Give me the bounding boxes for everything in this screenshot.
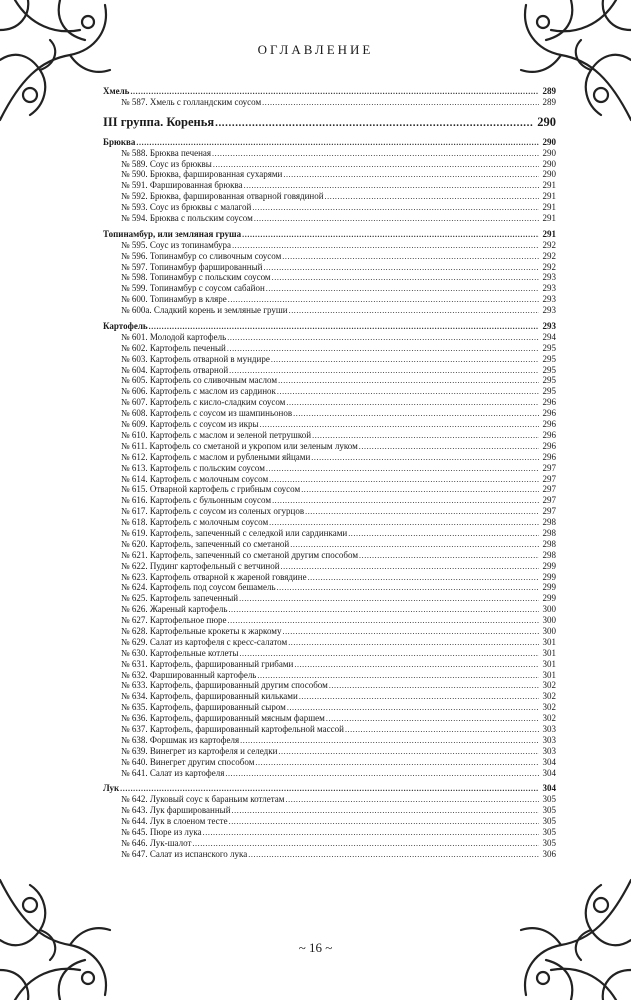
toc-entry[interactable] <box>103 713 556 724</box>
toc-entry-title: № 639. Винегрет из картофеля и селедки <box>121 745 278 756</box>
toc-entry-page: 299 <box>542 560 556 571</box>
toc-section-heading[interactable] <box>103 137 556 148</box>
toc-entry-title: № 624. Картофель под соусом бешамель <box>121 582 276 593</box>
toc-entry[interactable] <box>103 648 556 659</box>
toc-entry[interactable] <box>103 816 556 827</box>
toc-entry[interactable] <box>103 572 556 583</box>
toc-entry-page: 292 <box>542 239 556 250</box>
toc-entry-page: 295 <box>542 353 556 364</box>
toc-entry-page: 302 <box>542 713 556 724</box>
dot-leader <box>289 305 539 317</box>
toc-entry[interactable] <box>103 626 556 637</box>
toc-entry-page: 304 <box>542 756 556 767</box>
toc-entry-title: № 600а. Сладкий корень и земляные груши <box>121 305 288 316</box>
toc-entry[interactable] <box>103 262 556 273</box>
toc-entry-title: № 647. Салат из испанского лука <box>121 848 248 859</box>
toc-entry-page: 297 <box>542 495 556 506</box>
toc-entry[interactable] <box>103 191 556 202</box>
toc-section-heading[interactable] <box>103 783 556 794</box>
toc-entry-page: 291 <box>542 180 556 191</box>
toc-entry[interactable] <box>103 463 556 474</box>
toc-entry-title: № 610. Картофель с маслом и зеленой петрушкой <box>121 429 312 440</box>
toc-entry-page: 301 <box>542 647 556 658</box>
toc-entry-page: 295 <box>542 386 556 397</box>
toc-entry-title: № 621. Картофель, запеченный со сметаной другим способом <box>121 549 359 560</box>
toc-entry-title: № 631. Картофель, фаршированный грибами <box>121 658 294 669</box>
toc-entry-page: 293 <box>542 305 556 316</box>
toc-entry-page: 293 <box>542 294 556 305</box>
toc-entry-title: № 627. Картофельное пюре <box>121 615 227 626</box>
toc-entry-title: № 642. Луковый соус к бараньим котлетам <box>121 794 285 805</box>
toc-entry-page: 296 <box>542 429 556 440</box>
toc-entry[interactable] <box>103 354 556 365</box>
toc-entry-title: № 592. Брюква, фаршированная отварной говядиной <box>121 191 324 202</box>
dot-leader <box>262 97 539 109</box>
toc-entry-title: № 617. Картофель с соусом из соленых огурцов <box>121 506 305 517</box>
toc-entry[interactable] <box>103 582 556 593</box>
toc-entry-page: 293 <box>542 283 556 294</box>
toc-entry-title: № 598. Топинамбур с польским соусом <box>121 272 271 283</box>
toc-entry[interactable] <box>103 343 556 354</box>
corner-ornament-bottom-left <box>0 860 140 1000</box>
toc-entry-page: 289 <box>542 96 556 107</box>
toc-entry-title: № 644. Лук в слоеном тесте <box>121 816 228 827</box>
toc-entry-page: 303 <box>542 745 556 756</box>
toc-entry[interactable] <box>103 550 556 561</box>
toc-entry[interactable] <box>103 528 556 539</box>
toc-entry-title: № 590. Брюква, фаршированная сухарями <box>121 169 283 180</box>
toc-entry-title: № 619. Картофель, запеченный с селедкой или сардинками <box>121 527 348 538</box>
toc-entry-title: № 594. Брюква с польским соусом <box>121 213 253 224</box>
toc-entry-title: № 625. Картофель запеченный <box>121 593 239 604</box>
toc-entry[interactable] <box>103 827 556 838</box>
table-of-contents <box>103 86 556 860</box>
toc-entry[interactable] <box>103 794 556 805</box>
toc-entry-title: № 600. Топинамбур в кляре <box>121 294 227 305</box>
toc-entry-title: № 606. Картофель с маслом из сардинок <box>121 386 276 397</box>
toc-entry-page: 300 <box>542 604 556 615</box>
toc-entry-page: 305 <box>542 837 556 848</box>
toc-entry-title: № 637. Картофель, фаршированный картофельной массой <box>121 723 344 734</box>
toc-group-heading[interactable] <box>103 112 556 132</box>
toc-entry-title: № 587. Хмель с голландским соусом <box>121 96 262 107</box>
toc-entry[interactable] <box>103 670 556 681</box>
toc-entry-page: 301 <box>542 636 556 647</box>
toc-entry[interactable] <box>103 680 556 691</box>
corner-ornament-bottom-right <box>491 860 631 1000</box>
toc-entry-page: 298 <box>542 538 556 549</box>
toc-entry-page: 293 <box>542 272 556 283</box>
toc-entry-page: 297 <box>542 506 556 517</box>
toc-entry-title: № 615. Отварной картофель с грибным соусом <box>121 484 301 495</box>
toc-entry-page: 304 <box>542 767 556 778</box>
toc-entry[interactable] <box>103 637 556 648</box>
toc-entry[interactable] <box>103 240 556 251</box>
toc-entry-page: 290 <box>537 114 556 129</box>
toc-entry[interactable] <box>103 593 556 604</box>
toc-entry-title: № 645. Пюре из лука <box>121 827 202 837</box>
toc-entry-page: 296 <box>542 408 556 419</box>
toc-entry-page: 302 <box>542 691 556 702</box>
toc-entry-page: 305 <box>542 816 556 827</box>
toc-entry-page: 298 <box>542 517 556 528</box>
toc-entry-page: 291 <box>542 191 556 202</box>
toc-entry-title: № 607. Картофель с кисло-сладким соусом <box>121 397 286 408</box>
toc-entry-title: № 628. Картофельные крокеты к жаркому <box>121 625 282 636</box>
toc-entry[interactable] <box>103 805 556 816</box>
page-number: ~ 16 ~ <box>298 940 333 955</box>
toc-entry-page: 299 <box>542 582 556 593</box>
toc-entry-title: № 634. Картофель, фаршированный кильками <box>121 691 298 702</box>
toc-entry-page: 290 <box>542 158 556 169</box>
toc-entry-page: 293 <box>542 321 556 332</box>
toc-entry[interactable] <box>103 452 556 463</box>
toc-entry[interactable] <box>103 180 556 191</box>
toc-entry[interactable] <box>103 419 556 430</box>
toc-entry-page: 294 <box>542 331 556 342</box>
page-title: ОГЛАВЛЕНИЕ <box>257 42 374 57</box>
toc-entry-title: III группа. Коренья <box>103 114 215 129</box>
toc-entry-page: 291 <box>542 213 556 224</box>
toc-entry[interactable] <box>103 397 556 408</box>
toc-entry-page: 290 <box>542 169 556 180</box>
toc-entry-title: № 591. Фаршированная брюква <box>121 180 243 191</box>
toc-entry-page: 299 <box>542 593 556 604</box>
toc-entry-title: Хмель <box>103 86 130 96</box>
toc-entry[interactable] <box>103 838 556 849</box>
toc-entry-page: 297 <box>542 462 556 473</box>
toc-entry-title: № 601. Молодой картофель <box>121 331 227 342</box>
toc-entry-title: № 646. Лук-шалот <box>121 837 192 848</box>
toc-entry[interactable] <box>103 294 556 305</box>
toc-entry-page: 302 <box>542 680 556 691</box>
toc-entry-title: № 613. Картофель с польским соусом <box>121 462 265 473</box>
toc-entry-page: 291 <box>542 202 556 213</box>
toc-entry[interactable] <box>103 305 556 316</box>
toc-entry[interactable] <box>103 169 556 180</box>
toc-entry[interactable] <box>103 386 556 397</box>
toc-entry-title: № 632. Фаршированный картофель <box>121 669 257 680</box>
toc-entry-title: № 604. Картофель отварной <box>121 364 229 375</box>
toc-entry-title: № 612. Картофель с маслом и рублеными яйцами <box>121 451 311 462</box>
dot-leader <box>254 213 539 225</box>
toc-entry[interactable] <box>103 517 556 528</box>
toc-entry-page: 302 <box>542 702 556 713</box>
toc-entry[interactable] <box>103 202 556 213</box>
toc-entry-page: 300 <box>542 615 556 626</box>
toc-entry-title: № 588. Брюква печеная <box>121 147 212 158</box>
toc-entry-page: 297 <box>542 484 556 495</box>
toc-entry-page: 301 <box>542 658 556 669</box>
toc-entry-page: 305 <box>542 794 556 805</box>
toc-section-heading[interactable] <box>103 86 556 97</box>
toc-entry-page: 298 <box>542 527 556 538</box>
toc-entry-title: № 636. Картофель, фаршированный мясным фаршем <box>121 713 325 724</box>
toc-section-heading[interactable] <box>103 229 556 240</box>
toc-entry-title: № 605. Картофель со сливочным маслом <box>121 375 278 386</box>
toc-entry-title: № 629. Салат из картофеля с кресс-салатом <box>121 636 288 647</box>
toc-entry-title: № 596. Топинамбур со сливочным соусом <box>121 250 282 261</box>
toc-entry-title: № 611. Картофель со сметаной и укропом или зеленым луком <box>121 440 358 451</box>
toc-entry-page: 296 <box>542 419 556 430</box>
toc-entry-page: 296 <box>542 397 556 408</box>
toc-entry[interactable] <box>103 849 556 860</box>
floral-ornament-icon <box>491 860 631 1000</box>
toc-entry-title: № 589. Соус из брюквы <box>121 158 212 169</box>
toc-entry-title: № 630. Картофельные котлеты <box>121 647 239 658</box>
toc-entry[interactable] <box>103 495 556 506</box>
toc-entry-title: № 618. Картофель с молочным соусом <box>121 517 269 528</box>
toc-entry-title: Брюква <box>103 136 136 147</box>
toc-entry-title: № 597. Топинамбур фаршированный <box>121 261 263 272</box>
toc-entry-page: 295 <box>542 375 556 386</box>
toc-entry[interactable] <box>103 213 556 224</box>
toc-entry-page: 292 <box>542 250 556 261</box>
toc-entry-page: 300 <box>542 625 556 636</box>
toc-entry-page: 296 <box>542 451 556 462</box>
toc-entry[interactable] <box>103 251 556 262</box>
toc-entry-title: № 620. Картофель, запеченный со сметаной <box>121 538 290 549</box>
toc-entry-page: 301 <box>542 669 556 680</box>
dot-leader <box>225 768 539 780</box>
toc-entry-page: 304 <box>542 783 556 794</box>
toc-entry[interactable] <box>103 735 556 746</box>
toc-entry[interactable] <box>103 724 556 735</box>
toc-entry-title: № 593. Соус из брюквы с малагой <box>121 202 252 213</box>
toc-entry-title: № 622. Пудинг картофельный с ветчиной <box>121 560 280 571</box>
toc-entry[interactable] <box>103 97 556 108</box>
toc-entry-page: 295 <box>542 364 556 375</box>
toc-entry[interactable] <box>103 430 556 441</box>
toc-entry-title: № 602. Картофель печеный <box>121 342 226 353</box>
toc-entry-page: 298 <box>542 549 556 560</box>
toc-entry-title: Лук <box>103 783 120 794</box>
toc-entry-title: № 614. Картофель с молочным соусом <box>121 473 269 484</box>
toc-entry[interactable] <box>103 408 556 419</box>
toc-entry[interactable] <box>103 768 556 779</box>
toc-entry-title: № 623. Картофель отварной к жареной говядине <box>121 571 307 582</box>
toc-entry[interactable] <box>103 283 556 294</box>
toc-entry[interactable] <box>103 365 556 376</box>
toc-entry-page: 290 <box>542 136 556 147</box>
toc-entry-title: Картофель <box>103 321 148 332</box>
toc-entry-page: 296 <box>542 440 556 451</box>
toc-entry-title: № 635. Картофель, фаршированный сыром <box>121 702 286 713</box>
toc-entry-title: № 599. Топинамбур с соусом сабайон <box>121 283 265 294</box>
toc-entry[interactable] <box>103 757 556 768</box>
toc-entry[interactable] <box>103 702 556 713</box>
toc-entry[interactable] <box>103 615 556 626</box>
toc-entry-page: 292 <box>542 261 556 272</box>
toc-section-heading[interactable] <box>103 321 556 332</box>
toc-entry[interactable] <box>103 474 556 485</box>
dot-leader <box>215 112 533 133</box>
toc-entry-title: № 595. Соус из топинамбура <box>121 239 232 250</box>
toc-entry[interactable] <box>103 659 556 670</box>
toc-entry[interactable] <box>103 272 556 283</box>
toc-entry-title: № 641. Салат из картофеля <box>121 767 225 778</box>
toc-entry[interactable] <box>103 148 556 159</box>
toc-entry-page: 306 <box>542 848 556 859</box>
toc-entry[interactable] <box>103 506 556 517</box>
toc-entry-page: 291 <box>542 228 556 239</box>
toc-entry[interactable] <box>103 539 556 550</box>
toc-entry-title: Топинамбур, или земляная груша <box>103 228 242 239</box>
dot-leader <box>248 849 539 861</box>
toc-entry-title: № 638. Форшмак из картофеля <box>121 734 240 745</box>
toc-entry-page: 289 <box>542 86 556 96</box>
toc-entry[interactable] <box>103 332 556 343</box>
toc-entry-title: № 633. Картофель, фаршированный другим способом <box>121 680 328 691</box>
toc-entry[interactable] <box>103 604 556 615</box>
toc-entry[interactable] <box>103 561 556 572</box>
floral-ornament-icon <box>0 860 140 1000</box>
toc-entry-title: № 640. Винегрет другим способом <box>121 756 255 767</box>
toc-entry[interactable] <box>103 484 556 495</box>
toc-entry-title: № 603. Картофель отварной в мундире <box>121 353 270 364</box>
toc-entry-title: № 643. Лук фаршированный <box>121 805 231 816</box>
toc-entry[interactable] <box>103 691 556 702</box>
toc-entry-page: 303 <box>542 734 556 745</box>
toc-entry-page: 295 <box>542 342 556 353</box>
toc-entry[interactable] <box>103 375 556 386</box>
toc-entry-page: 303 <box>542 723 556 734</box>
toc-entry-title: № 616. Картофель с бульонным соусом <box>121 495 272 506</box>
toc-entry-title: № 608. Картофель с соусом из шампиньонов <box>121 408 293 419</box>
toc-entry-title: № 626. Жареный картофель <box>121 604 228 615</box>
toc-entry[interactable] <box>103 441 556 452</box>
toc-entry[interactable] <box>103 746 556 757</box>
toc-entry-page: 297 <box>542 473 556 484</box>
toc-entry[interactable] <box>103 159 556 170</box>
toc-entry-page: 290 <box>542 147 556 158</box>
toc-entry-title: № 609. Картофель с соусом из икры <box>121 419 259 430</box>
toc-entry-page: 299 <box>542 571 556 582</box>
toc-entry-page: 305 <box>542 827 556 837</box>
toc-entry-page: 305 <box>542 805 556 816</box>
